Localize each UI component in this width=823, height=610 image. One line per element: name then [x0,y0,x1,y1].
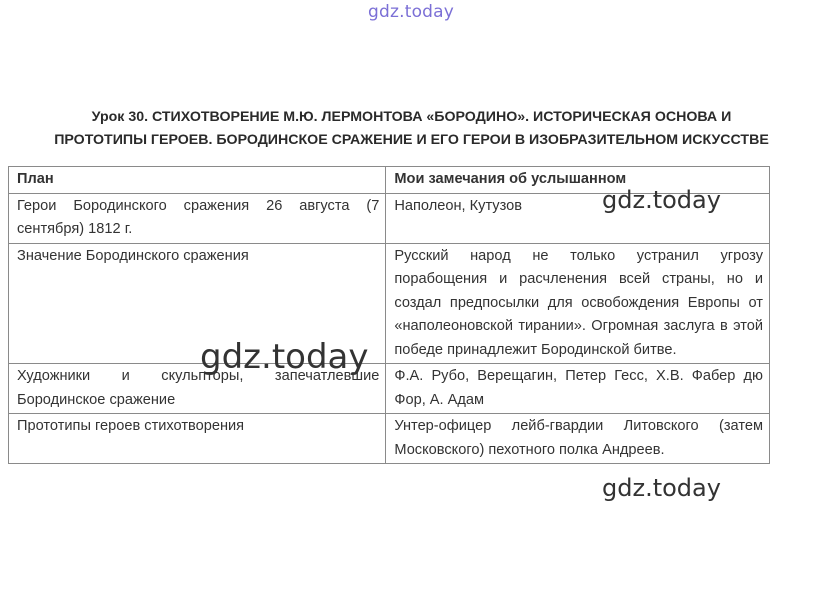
notes-cell: Русский народ не только устранил угрозу порабощения и расчленения всей страны, но и создал предпосылки для освобождения Европы от «наполеоновской тирании». Огромная заслуга в этой победе принадлежит Бородинской битве. [386,243,770,364]
plan-cell: Художники и скульпторы, запечатлевшие Бородинское сражение [9,364,386,414]
watermark: gdz.today [602,474,721,502]
watermark: gdz.today [602,186,721,214]
table-header-row [9,167,770,194]
table-row [9,193,770,243]
heading-line-2: ПРОТОТИПЫ ГЕРОЕВ. БОРОДИНСКОЕ СРАЖЕНИЕ И ЕГО ГЕРОИ В ИЗОБРАЗИТЕЛЬНОМ ИСКУССТВЕ [54,132,769,148]
plan-cell: Прототипы героев стихотворения [9,414,386,464]
header-plan: План [9,167,386,194]
notes-cell: Ф.А. Рубо, Верещагин, Петер Гесс, Х.В. Фабер дю Фор, А. Адам [386,364,770,414]
table-row [9,364,770,414]
watermark: gdz.today [200,337,369,377]
lesson-heading [10,106,813,152]
plan-cell: Значение Бородинского сражения [9,243,386,364]
notes-cell: Наполеон, Кутузов [386,193,770,243]
site-watermark: gdz.today [368,2,455,22]
notes-cell: Унтер-офицер лейб-гвардии Литовского (затем Московского) пехотного полка Андреев. [386,414,770,464]
heading-line-1: Урок 30. СТИХОТВОРЕНИЕ М.Ю. ЛЕРМОНТОВА «БОРОДИНО». ИСТОРИЧЕСКАЯ ОСНОВА И [91,109,732,125]
plan-cell: Герои Бородинского сражения 26 августа (7 сентября) 1812 г. [9,193,386,243]
table-row [9,414,770,464]
header-notes: Мои замечания об услышанном [386,167,770,194]
table-row [9,243,770,364]
lesson-table [8,166,770,464]
